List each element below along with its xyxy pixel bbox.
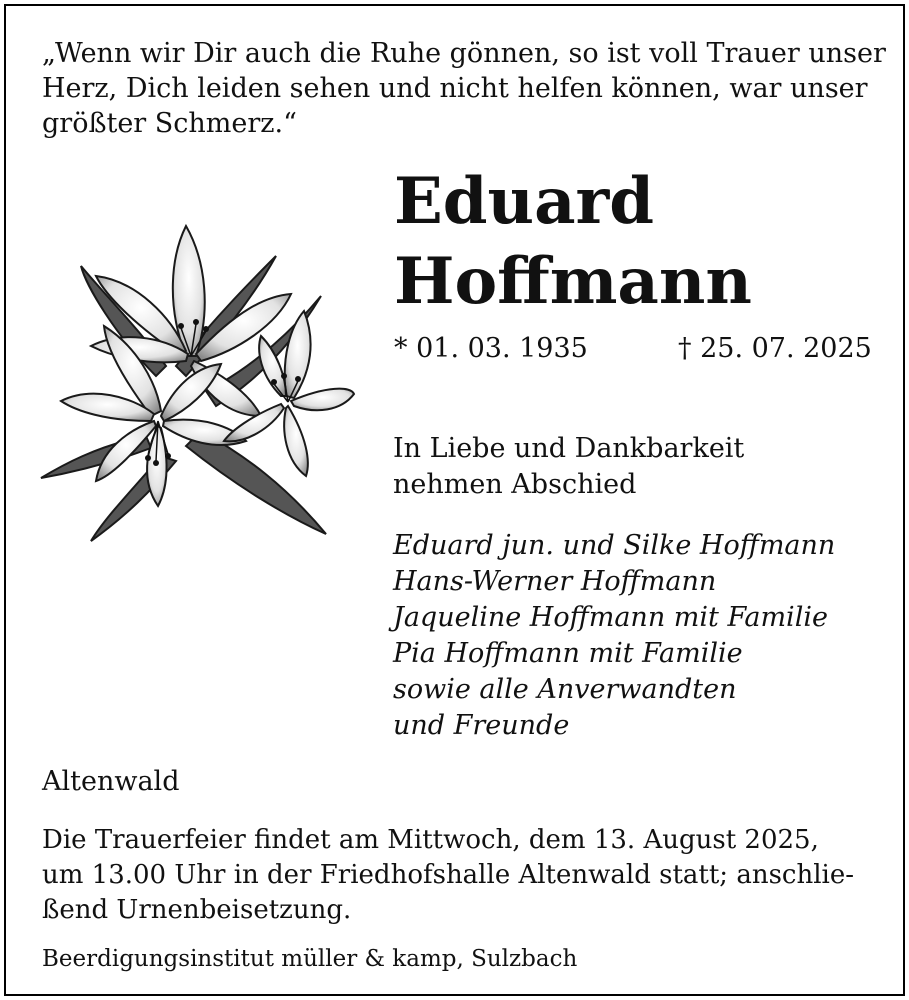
ceremony-line: ßend Urnenbeisetzung. — [42, 895, 352, 925]
list-item: sowie alle Anverwandten — [393, 674, 737, 705]
quote-line: Herz, Dich leiden sehen und nicht helfen können, war unser — [42, 73, 868, 104]
list-item: Jaqueline Hoffmann mit Familie — [393, 602, 828, 633]
place-name: Altenwald — [42, 766, 180, 797]
quote-line: größter Schmerz.“ — [42, 108, 297, 139]
ceremony-line: Die Trauerfeier findet am Mittwoch, dem 13. August 2025, — [42, 825, 819, 855]
undertaker-credit: Beerdigungsinstitut müller & kamp, Sulzbach — [42, 946, 578, 972]
lily-flower-icon — [36, 216, 356, 550]
memorial-quote — [42, 36, 892, 141]
obituary-notice — [4, 4, 905, 996]
deceased-first-name: Eduard — [394, 164, 654, 239]
list-item: Pia Hoffmann mit Familie — [393, 638, 743, 669]
mourners-list — [393, 528, 835, 744]
farewell-text — [393, 431, 744, 503]
list-item: und Freunde — [393, 710, 570, 741]
ceremony-line: um 13.00 Uhr in der Friedhofshalle Altenwald statt; anschlie- — [42, 860, 855, 890]
farewell-line: In Liebe und Dankbarkeit — [393, 433, 745, 464]
quote-line: „Wenn wir Dir auch die Ruhe gönnen, so ist voll Trauer unser — [42, 38, 886, 69]
list-item: Eduard jun. und Silke Hoffmann — [393, 530, 836, 561]
deceased-last-name: Hoffmann — [394, 244, 752, 319]
ceremony-details — [42, 823, 892, 928]
death-date: † 25. 07. 2025 — [678, 333, 872, 364]
birth-date: * 01. 03. 1935 — [394, 333, 588, 364]
list-item: Hans-Werner Hoffmann — [393, 566, 717, 597]
farewell-line: nehmen Abschied — [393, 469, 637, 500]
